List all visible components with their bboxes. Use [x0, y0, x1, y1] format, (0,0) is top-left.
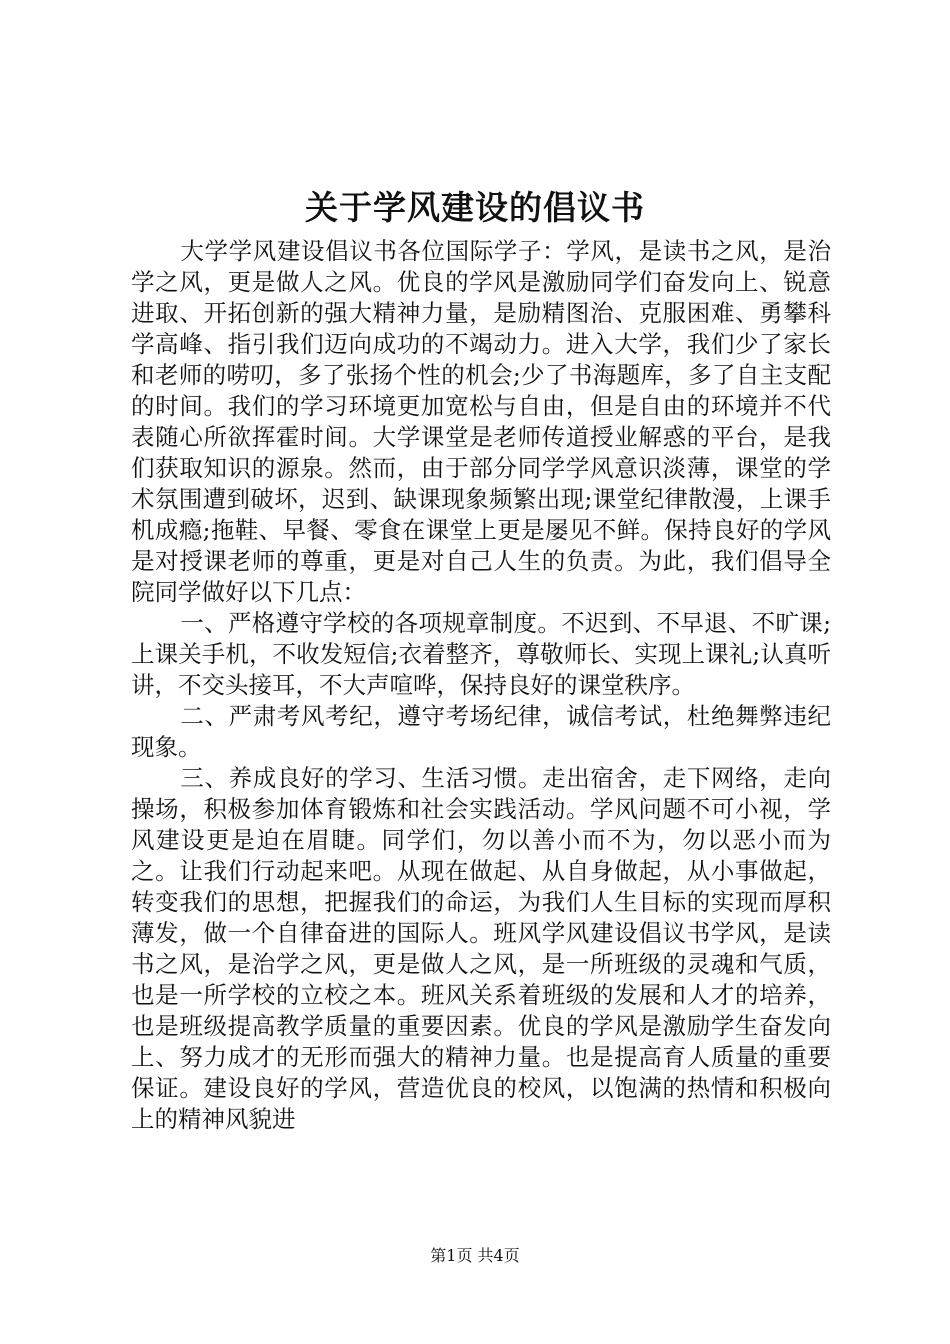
- paragraph-point-1: 一、严格遵守学校的各项规章制度。不迟到、不早退、不旷课;上课关手机，不收发短信;衣着整齐，尊敬师长、实现上课礼;认真听讲，不交头接耳，不大声喧哗，保持良好的课堂秩序。: [131, 609, 831, 699]
- paragraph-intro: 大学学风建设倡议书各位国际学子：学风，是读书之风，是治学之风，更是做人之风。优良的学风是激励同学们奋发向上、锐意进取、开拓创新的强大精神力量，是励精图治、克服困难、勇攀科学高峰、指引我们迈向成功的不竭动力。进入大学，我们少了家长和老师的唠叨，多了张扬个性的机会;少了书海题库，多了自主支配的时间。我们的学习环境更加宽松与自由，但是自由的环境并不代表随心所欲挥霍时间。大学课堂是老师传道授业解惑的平台，是我们获取知识的源泉。然而，由于部分同学学风意识淡薄，课堂的学术氛围遭到破坏，迟到、缺课现象频繁出现;课堂纪律散漫，上课手机成瘾;拖鞋、早餐、零食在课堂上更是屡见不鲜。保持良好的学风是对授课老师的尊重，更是对自己人生的负责。为此，我们倡导全院同学做好以下几点：: [131, 237, 831, 606]
- paragraph-point-3: 三、养成良好的学习、生活习惯。走出宿舍，走下网络，走向操场，积极参加体育锻炼和社会实践活动。学风问题不可小视，学风建设更是迫在眉睫。同学们，勿以善小而不为，勿以恶小而为之。让我们行动起来吧。从现在做起、从自身做起，从小事做起，转变我们的思想，把握我们的命运，为我们人生目标的实现而厚积薄发，做一个自律奋进的国际人。班风学风建设倡议书学风，是读书之风，是治学之风，更是做人之风，是一所班级的灵魂和气质，也是一所学校的立校之本。班风关系着班级的发展和人才的培养，也是班级提高教学质量的重要因素。优良的学风是激励学生奋发向上、努力成才的无形而强大的精神力量。也是提高育人质量的重要保证。建设良好的学风，营造优良的校风，以饱满的热情和积极向上的精神风貌进: [131, 764, 831, 1133]
- document-body: [131, 236, 831, 1135]
- page-number-footer: 第1页 共4页: [430, 1246, 520, 1265]
- document-title: 关于学风建设的倡议书: [305, 188, 645, 227]
- paragraph-point-2: 二、严肃考风考纪，遵守考场纪律，诚信考试，杜绝舞弊违纪现象。: [131, 702, 831, 761]
